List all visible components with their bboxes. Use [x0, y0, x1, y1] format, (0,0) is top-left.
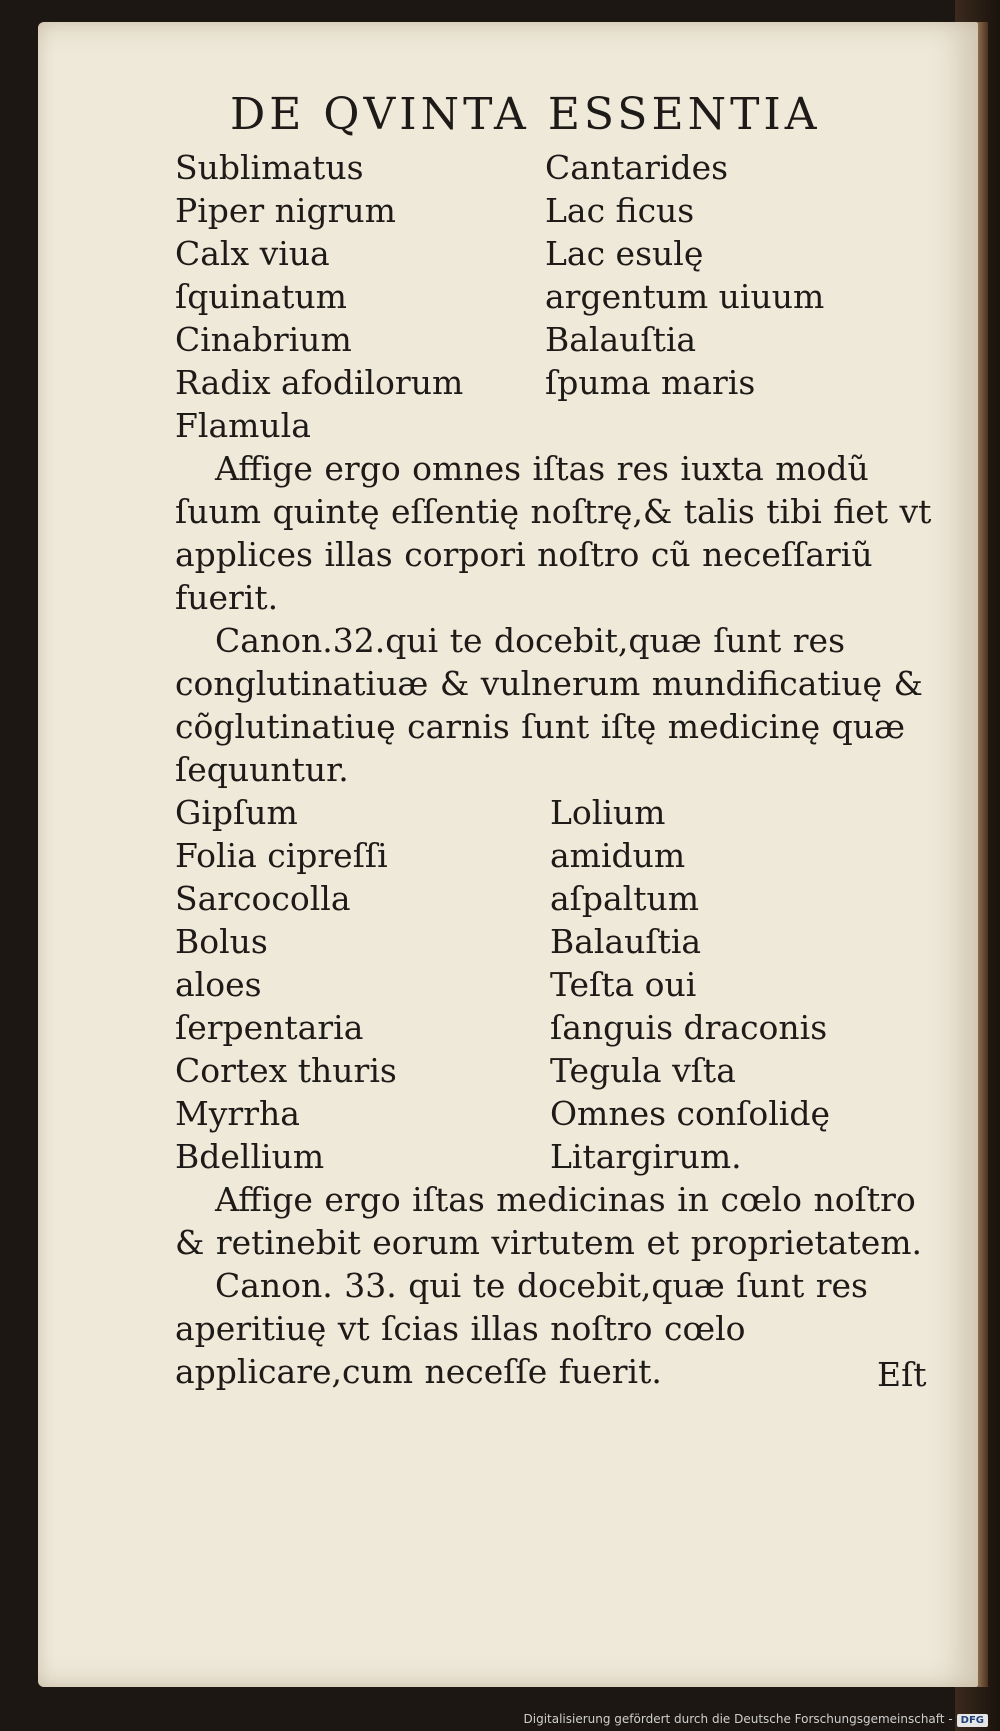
list-item: [545, 404, 935, 447]
list-item: Cinabrium: [175, 320, 352, 359]
list-item: ſerpentaria: [175, 1008, 364, 1047]
list-item: Teſta oui: [550, 965, 697, 1004]
list-item: Bdellium: [175, 1137, 325, 1176]
list-item: Folia cipreſſi: [175, 836, 388, 875]
list-item: Gipſum: [175, 793, 298, 832]
list-item: Omnes conſolidę: [550, 1094, 831, 1133]
list-item: amidum: [550, 836, 686, 875]
list-item: Litargirum.: [550, 1137, 742, 1176]
digitization-credit: [524, 1712, 989, 1727]
running-heading: DE QVINTA ESSENTIA: [230, 89, 821, 140]
list-item: Cortex thuris: [175, 1051, 397, 1090]
list-item: Sublimatus: [175, 148, 364, 187]
list-item: Lac ficus: [545, 191, 695, 230]
list-item: Radix afodilorum: [175, 363, 464, 402]
ingredient-list-1: [175, 146, 935, 447]
list-item: Cantarides: [545, 148, 729, 187]
list-item: Lolium: [550, 793, 666, 832]
paragraph-canon-32: Canon.32.qui te docebit,quæ ſunt res conglutinatiuæ & vulnerum mundificatiuę & cõglutinatiuę carnis ſunt iſtę medicinę quæ ſequuntur.: [175, 621, 923, 789]
list-item: Balauſtia: [550, 922, 702, 961]
credit-text: Digitalisierung gefördert durch die Deutsche Forschungsgemeinschaft -: [523, 1712, 953, 1726]
paragraph-canon-33: Canon. 33. qui te docebit,quæ ſunt res aperitiuę vt ſcias illas noſtro cœlo applicare,cum neceſſe fuerit.: [175, 1266, 868, 1391]
list-item: Calx viua: [175, 234, 330, 273]
list-item: ſquinatum: [175, 277, 347, 316]
page-text: [175, 88, 935, 1393]
list-item: aſpaltum: [550, 879, 700, 918]
list-item: Sarcocolla: [175, 879, 351, 918]
list-item: ſpuma maris: [545, 363, 756, 402]
list-item: ſanguis draconis: [550, 1008, 828, 1047]
list-item: Tegula vſta: [550, 1051, 736, 1090]
list-item: Bolus: [175, 922, 268, 961]
catchword: Eſt: [877, 1355, 927, 1394]
page-edge: [978, 22, 988, 1687]
list-item: aloes: [175, 965, 262, 1004]
dfg-logo: DFG: [957, 1714, 988, 1727]
list-item: argentum uiuum: [545, 277, 825, 316]
ingredient-list-2: [175, 791, 935, 1178]
list-item: Flamula: [175, 406, 311, 445]
list-item: Balauſtia: [545, 320, 697, 359]
paragraph-affige-1: Affige ergo omnes iſtas res iuxta modũ ſuum quintę eſſentię noſtrę,& talis tibi fiet vt applices illas corpori noſtro cũ neceſſariũ fuerit.: [175, 449, 932, 617]
list-item: Piper nigrum: [175, 191, 396, 230]
paragraph-affige-2: Affige ergo iſtas medicinas in cœlo noſtro & retinebit eorum virtutem et proprietatem.: [175, 1180, 923, 1262]
list-item: Myrrha: [175, 1094, 300, 1133]
list-item: Lac esulę: [545, 234, 704, 273]
